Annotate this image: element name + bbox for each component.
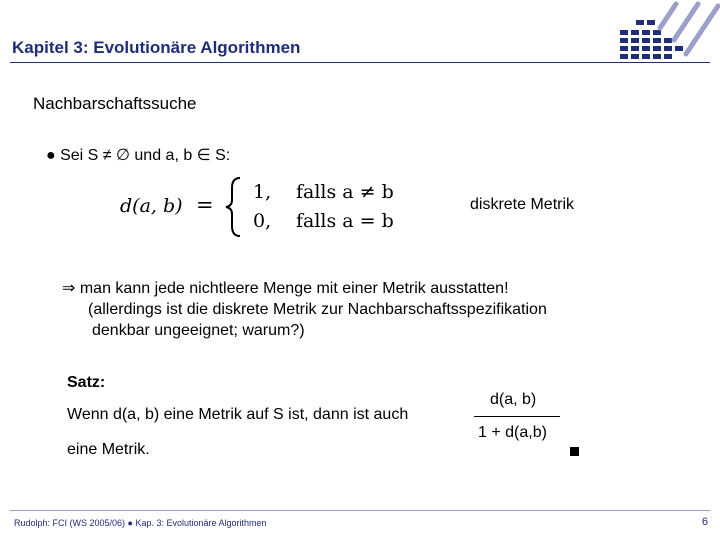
header-divider — [10, 62, 710, 63]
footer-text: Rudolph: FCI (WS 2005/06) ● Kap. 3: Evolutionäre Algorithmen — [14, 518, 267, 528]
bullet-item: ● Sei S ≠ ∅ und a, b ∈ S: — [46, 147, 231, 164]
metric-fraction — [472, 391, 564, 447]
section-heading: Nachbarschaftssuche — [33, 94, 197, 113]
discrete-metric-formula — [116, 170, 416, 242]
theorem-text: eine Metrik. — [67, 441, 150, 458]
formula-case1-condition: falls a ≠ b — [296, 181, 394, 203]
footer-divider — [10, 510, 710, 511]
conclusion-line: (allerdings ist die diskrete Metrik zur Nachbarschaftsspezifikation — [88, 301, 547, 318]
formula-case2-condition: falls a = b — [296, 210, 394, 232]
fraction-bar — [474, 416, 560, 417]
formula-lhs: d(a, b) — [120, 195, 183, 217]
formula-case2-value: 0, — [253, 210, 272, 232]
conclusion-line: denkbar ungeeignet; warum?) — [92, 322, 305, 339]
fraction-denominator: 1 + d(a,b) — [478, 424, 547, 441]
fraction-numerator: d(a, b) — [490, 391, 537, 408]
conclusion-line: ⇒ man kann jede nichtleere Menge mit einer Metrik ausstatten! — [62, 280, 509, 297]
formula-brace — [226, 178, 240, 236]
formula-annotation: diskrete Metrik — [470, 196, 575, 213]
theorem-label: Satz: — [67, 374, 106, 391]
qed-square-icon — [570, 447, 579, 456]
formula-case1-value: 1, — [253, 181, 272, 203]
university-logo-icon — [618, 0, 720, 62]
formula-equals: = — [196, 193, 214, 217]
page-number: 6 — [701, 516, 708, 528]
conclusion-block — [62, 278, 547, 341]
slide-title: Kapitel 3: Evolutionäre Algorithmen — [12, 38, 301, 57]
theorem-text: Wenn d(a, b) eine Metrik auf S ist, dann ist auch — [67, 406, 409, 423]
